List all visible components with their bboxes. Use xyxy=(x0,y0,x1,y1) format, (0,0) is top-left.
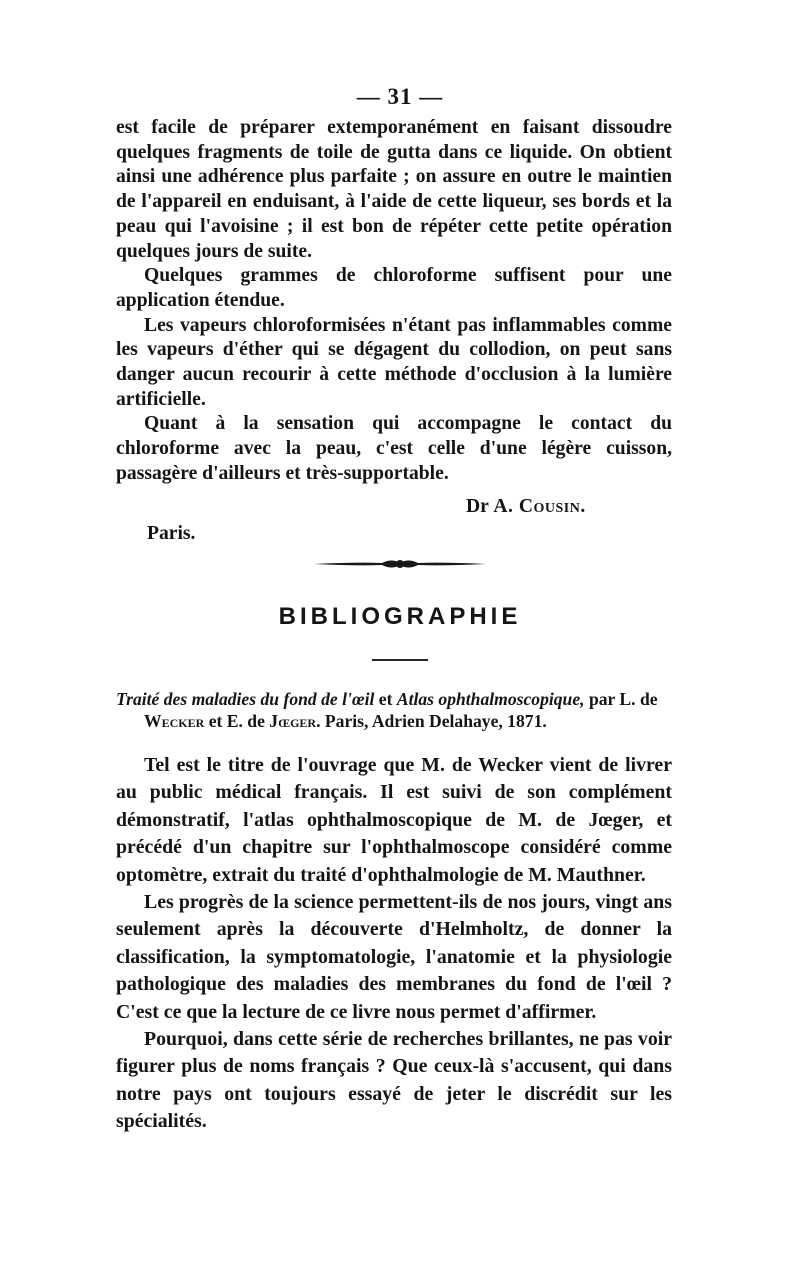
reference-and: et E. de xyxy=(208,711,265,731)
paragraph: Pourquoi, dans cette série de recherches brillantes, ne pas voir figurer plus de noms français ? Que ceux-là s'accusent, qui dans notre pays ont toujours essayé de jeter le discrédit sur les spécialités. xyxy=(116,1028,672,1133)
paragraph: est facile de préparer extemporanément en faisant dissoudre quelques fragments de toile de gutta dans ce liquide. On obtient ainsi une adhérence plus parfaite ; on assure en outre le maintien de l'appareil en enduisant, à l'aide de cette liqueur, ses bords et la peau qui l'avoisine ; il est bon de répéter cette petite opération quelques jours de suite. xyxy=(116,117,672,262)
paragraph: Quant à la sensation qui accompagne le contact du chloroforme avec la peau, c'est celle d'une légère cuisson, passagère d'ailleurs et très-supportable. xyxy=(116,413,672,484)
ornament-rule-icon xyxy=(312,555,488,573)
paragraph: Les vapeurs chloroformisées n'étant pas inflammables comme les vapeurs d'éther qui se dégagent du collodion, on peut sans danger aucun recourir à cette méthode d'occlusion à la lumière artificielle. xyxy=(116,314,672,410)
section-title: BIBLIOGRAPHIE xyxy=(278,603,522,630)
work-title: Traité des maladies du fond de l'œil xyxy=(116,689,375,709)
review-body xyxy=(116,752,672,1136)
place-line: Paris. xyxy=(147,523,196,544)
reference-by: par L. de xyxy=(588,689,658,709)
signature-name: A. Cousin. xyxy=(493,496,586,517)
publisher: Paris, Adrien Delahaye, 1871. xyxy=(324,711,547,731)
divider xyxy=(372,659,428,661)
paragraph: Les progrès de la science permettent-ils de nos jours, vingt ans seulement après la découverte d'Helmholtz, de donner la classification, la symptomatologie, l'anatomie et la physiologie pathologique des maladies des membranes du fond de l'œil ? C'est ce que la lecture de ce livre nous permet d'affirmer. xyxy=(116,891,672,1023)
page-number: — 31 — xyxy=(356,84,444,109)
reference-connector: et xyxy=(378,689,393,709)
paragraph: Tel est le titre de l'ouvrage que M. de Wecker vient de livrer au public médical français. Il est suivi de son complément démonstratif, l'atlas ophthalmoscopique de M. de Jœger, et précédé d'un chapitre sur l'ophthalmoscope considéré comme optomètre, extrait du traité d'ophthalmologie de M. Mauthner. xyxy=(116,754,672,886)
signature-title: Dr xyxy=(466,496,489,517)
bibliographic-reference xyxy=(116,688,672,732)
article-continuation xyxy=(116,116,672,487)
author-name: Wecker xyxy=(144,711,205,731)
work-title: Atlas ophthalmoscopique, xyxy=(396,689,585,709)
paragraph: Quelques grammes de chloroforme suffisent pour une application étendue. xyxy=(116,265,672,311)
author-name: Jœger. xyxy=(269,711,321,731)
author-signature xyxy=(466,496,586,518)
